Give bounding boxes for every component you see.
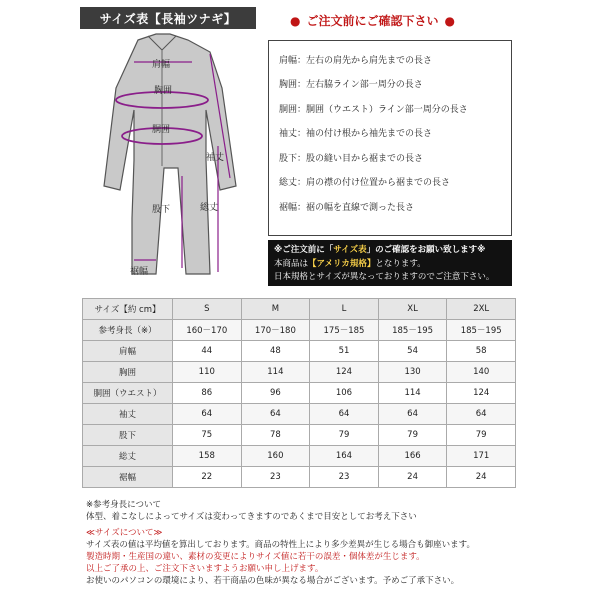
table-cell: 23 [310, 467, 379, 488]
definition-item: 胴囲：胴囲（ウエスト）ライン部一周分の長さ [279, 104, 468, 115]
warning-line-1 [274, 243, 506, 255]
table-cell: 124 [310, 362, 379, 383]
about-size-text: 以上ご了承の上、ご注文下さいますようお願い申し上げます。 [86, 564, 324, 574]
table-cell: 23 [241, 467, 310, 488]
table-cell: 51 [310, 341, 379, 362]
note-text: 体型、着こなしによってサイズは変わってきますのであくまで目安としてお考え下さい [86, 512, 417, 522]
table-cell: 160－170 [173, 320, 242, 341]
warning-text: 本商品は [274, 259, 309, 269]
warning-highlight: 【アメリカ規格】 [308, 259, 376, 269]
size-table [82, 298, 516, 488]
about-size-section [86, 527, 475, 587]
table-cell: 79 [378, 425, 447, 446]
sleeve-label: 袖丈 [206, 153, 225, 163]
table-header-cell: XL [378, 299, 447, 320]
bullet-icon: ● [290, 13, 301, 28]
row-label: 袖丈 [83, 404, 173, 425]
about-size-text: お使いのパソコンの環境により、若干商品の色味が異なる場合がございます。予めご了承下さい。 [86, 576, 460, 586]
table-cell: 106 [310, 383, 379, 404]
note-heading: ※参考身長について [86, 500, 161, 510]
row-label: 股下 [83, 425, 173, 446]
table-header-cell: サイズ【約 cm】 [83, 299, 173, 320]
table-cell: 124 [447, 383, 516, 404]
warning-text: 」のご確認をお願い致します※ [366, 245, 486, 255]
table-cell: 79 [310, 425, 379, 446]
waist-label: 胴囲 [152, 125, 171, 135]
about-size-text: サイズ表の値は平均値を算出しております。商品の特性上により多少差異が生じる場合も御座います。 [86, 540, 475, 550]
table-cell: 64 [447, 404, 516, 425]
table-row [83, 467, 516, 488]
table-row [83, 425, 516, 446]
row-label: 総丈 [83, 446, 173, 467]
row-label: 参考身長（※） [83, 320, 173, 341]
table-cell: 160 [241, 446, 310, 467]
table-row [83, 341, 516, 362]
definition-item: 股下：股の縫い目から裾までの長さ [279, 153, 424, 164]
table-cell: 86 [173, 383, 242, 404]
table-cell: 130 [378, 362, 447, 383]
table-cell: 22 [173, 467, 242, 488]
table-row [83, 383, 516, 404]
total-length-label: 総丈 [200, 203, 219, 213]
definition-item: 肩幅：左右の肩先から肩先までの長さ [279, 55, 433, 66]
table-header-cell: 2XL [447, 299, 516, 320]
table-cell: 64 [241, 404, 310, 425]
table-cell: 114 [241, 362, 310, 383]
definition-item: 袖丈：袖の付け根から袖先までの長さ [279, 129, 433, 140]
table-row [83, 404, 516, 425]
bullet-icon: ● [444, 13, 455, 28]
inseam-label: 股下 [152, 205, 171, 215]
definition-item: 胸囲：左右脇ライン部一周分の長さ [279, 80, 423, 91]
table-cell: 175－185 [310, 320, 379, 341]
table-cell: 114 [378, 383, 447, 404]
definition-item: 裾幅：裾の幅を直線で測った長さ [279, 202, 415, 213]
warning-highlight: サイズ表 [333, 245, 367, 255]
table-cell: 64 [310, 404, 379, 425]
table-cell: 64 [173, 404, 242, 425]
table-cell: 24 [378, 467, 447, 488]
hem-label: 裾幅 [130, 267, 149, 277]
table-cell: 79 [447, 425, 516, 446]
table-header-row [83, 299, 516, 320]
row-label: 胴囲（ウエスト） [83, 383, 173, 404]
table-cell: 24 [447, 467, 516, 488]
chest-label: 胸囲 [154, 86, 173, 96]
table-row [83, 362, 516, 383]
warning-line-2 [274, 257, 506, 269]
table-cell: 166 [378, 446, 447, 467]
warning-line-3: 日本規格とサイズが異なっておりますのでご注意下さい。 [274, 272, 495, 282]
table-cell: 185－195 [447, 320, 516, 341]
table-cell: 164 [310, 446, 379, 467]
table-cell: 110 [173, 362, 242, 383]
row-label: 裾幅 [83, 467, 173, 488]
page-title: サイズ表【長袖ツナギ】 [80, 7, 256, 29]
table-cell: 54 [378, 341, 447, 362]
reference-height-note [86, 499, 417, 523]
table-cell: 78 [241, 425, 310, 446]
table-cell: 44 [173, 341, 242, 362]
coverall-illustration [60, 28, 260, 290]
table-row [83, 320, 516, 341]
table-header-cell: S [173, 299, 242, 320]
table-header-cell: M [241, 299, 310, 320]
about-size-text: 製造時期・生産国の違い、素材の変更によりサイズ値に若干の誤差・個体差が生じます。 [86, 552, 425, 562]
row-label: 胸囲 [83, 362, 173, 383]
definition-item: 総丈：肩の襟の付け位置から裾までの長さ [279, 178, 451, 189]
row-label: 肩幅 [83, 341, 173, 362]
table-cell: 140 [447, 362, 516, 383]
table-cell: 171 [447, 446, 516, 467]
table-cell: 158 [173, 446, 242, 467]
notice-heading [290, 12, 530, 29]
shoulder-label: 肩幅 [152, 60, 171, 70]
warning-text: となります。 [375, 259, 426, 269]
notice-heading-text: ご注文前にご確認下さい [306, 14, 439, 28]
table-row [83, 446, 516, 467]
table-cell: 64 [378, 404, 447, 425]
table-cell: 96 [241, 383, 310, 404]
measurement-definitions [268, 40, 512, 236]
table-cell: 58 [447, 341, 516, 362]
table-cell: 170－180 [241, 320, 310, 341]
size-warning-box [268, 240, 512, 286]
warning-text: ※ご注文前に「 [274, 245, 334, 255]
table-header-cell: L [310, 299, 379, 320]
about-size-heading: ≪サイズについて≫ [86, 528, 163, 538]
table-cell: 185－195 [378, 320, 447, 341]
table-cell: 48 [241, 341, 310, 362]
table-cell: 75 [173, 425, 242, 446]
